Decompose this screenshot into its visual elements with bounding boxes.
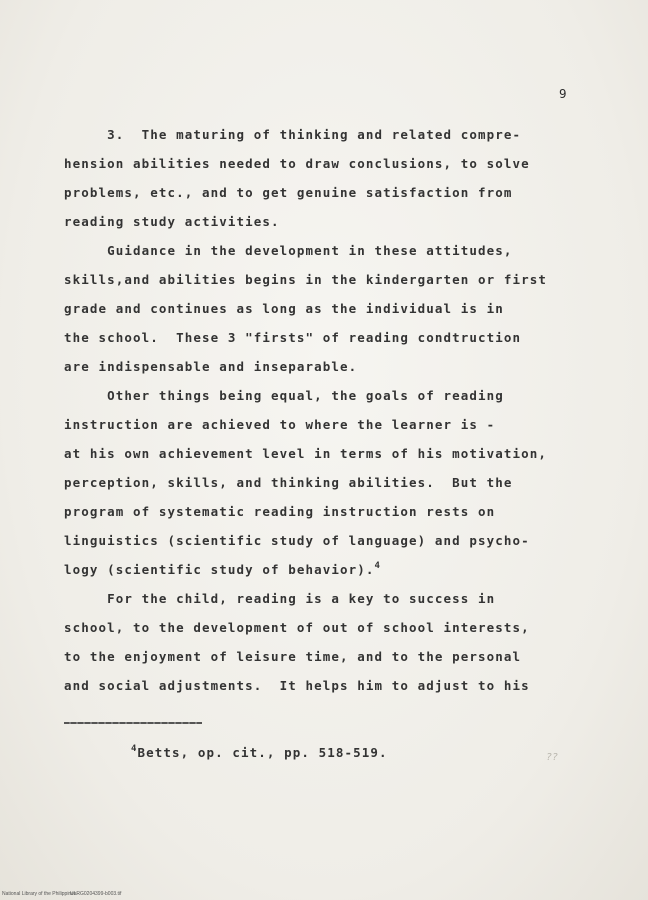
- footer-code: ULRG0204399-b003.tif: [70, 891, 122, 897]
- text-line-2: hension abilities needed to draw conclusions, to solve: [64, 156, 530, 171]
- footer-library: National Library of the Philippines: [2, 891, 77, 897]
- page-number: 9: [559, 86, 568, 101]
- footnote-reference: 4: [374, 561, 382, 571]
- text-line-16: [64, 562, 381, 577]
- text-line-10: Other things being equal, the goals of reading: [64, 388, 504, 403]
- footnote-text: Betts, op. cit., pp. 518-519.: [137, 745, 388, 760]
- text-line-8: the school. These 3 "firsts" of reading condtruction: [64, 330, 522, 345]
- text-line-9: are indispensable and inseparable.: [64, 359, 358, 374]
- text-line-4: reading study activities.: [64, 214, 280, 229]
- text-line-1: 3. The maturing of thinking and related compre-: [64, 127, 522, 142]
- footnote: [131, 745, 388, 760]
- text-line-19: to the enjoyment of leisure time, and to the personal: [64, 649, 522, 664]
- footnote-marker: 4: [131, 744, 138, 754]
- text-line-5: Guidance in the development in these attitudes,: [64, 243, 513, 258]
- footnote-divider: [64, 722, 202, 724]
- text-line-17: For the child, reading is a key to success in: [64, 591, 496, 606]
- text-line-7: grade and continues as long as the individual is in: [64, 301, 504, 316]
- text-line-16-body: logy (scientific study of behavior).: [64, 562, 375, 577]
- text-line-15: linguistics (scientific study of language) and psycho-: [64, 533, 530, 548]
- text-line-6: skills,and abilities begins in the kindergarten or first: [64, 272, 548, 287]
- text-line-13: perception, skills, and thinking abilities. But the: [64, 475, 513, 490]
- text-line-18: school, to the development of out of school interests,: [64, 620, 530, 635]
- text-line-11: instruction are achieved to where the learner is -: [64, 417, 496, 432]
- text-line-20: and social adjustments. It helps him to adjust to his: [64, 678, 530, 693]
- text-line-3: problems, etc., and to get genuine satisfaction from: [64, 185, 513, 200]
- text-line-14: program of systematic reading instruction rests on: [64, 504, 496, 519]
- text-line-12: at his own achievement level in terms of his motivation,: [64, 446, 548, 461]
- margin-pencil-mark: ??: [546, 752, 559, 763]
